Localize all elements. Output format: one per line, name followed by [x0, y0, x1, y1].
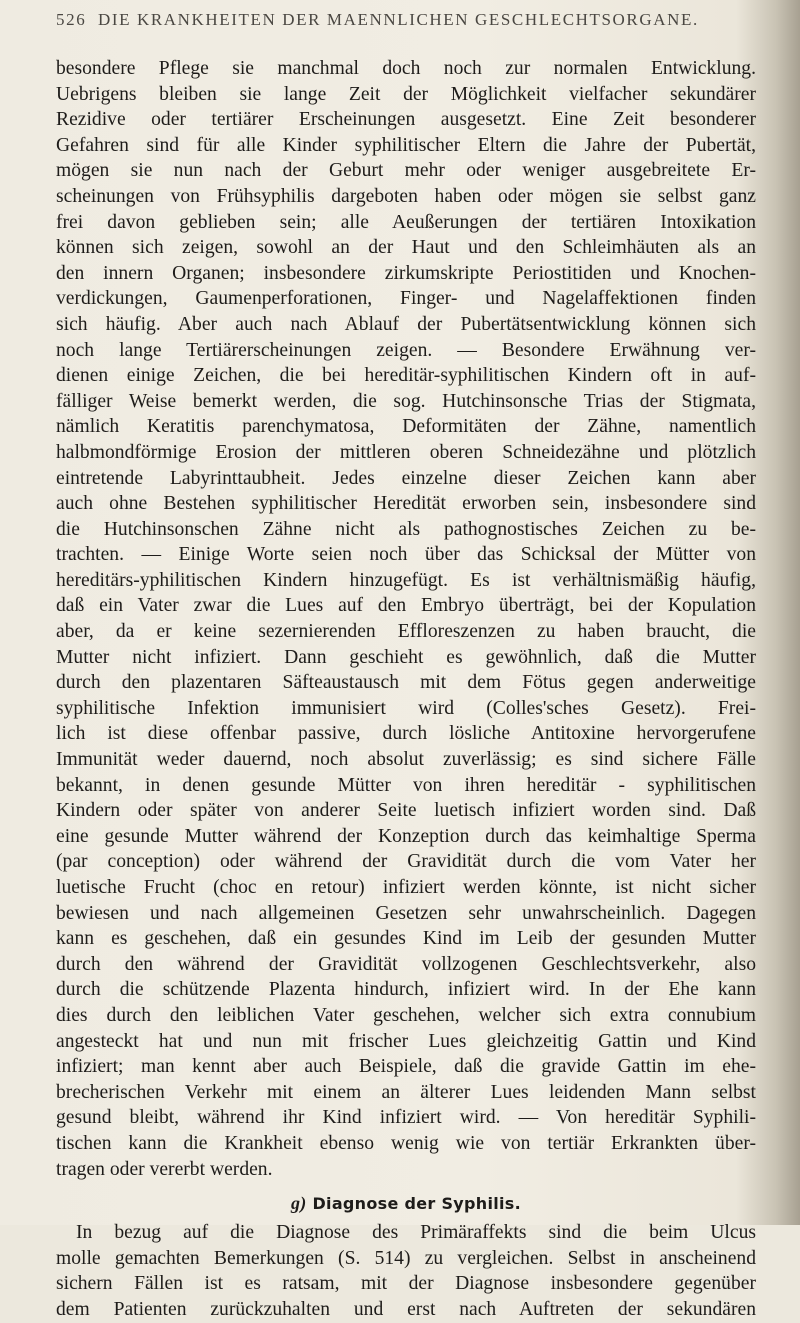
body-line: halbmondförmige Erosion der mittleren oberen Schneidezähne und plötzlich — [56, 441, 756, 463]
body-line: fälliger Weise bemerkt werden, die sog. Hutchinsonsche Trias der Stigmata, — [56, 390, 756, 412]
running-head: DIE KRANKHEITEN DER MAENNLICHEN GESCHLECHTSORGANE. — [98, 10, 699, 29]
body-line: Kindern oder später von anderer Seite luetisch infiziert worden sind. Daß — [56, 800, 756, 822]
body-line: eine gesunde Mutter während der Konzeption durch das keimhaltige Sperma — [56, 825, 756, 847]
body-line: durch den während der Gravidität vollzogenen Geschlechtsverkehr, also — [56, 953, 756, 975]
body-line: syphilitische Infektion immunisiert wird (Colles'sches Gesetz). Frei- — [56, 697, 756, 719]
body-line: durch den plazentaren Säfteaustausch mit dem Fötus gegen anderweitige — [56, 672, 756, 694]
body-line: tischen kann die Krankheit ebenso wenig wie von tertiär Erkrankten über- — [56, 1132, 756, 1154]
body-line: daß ein Vater zwar die Lues auf den Embryo überträgt, bei der Kopulation — [56, 595, 756, 617]
body-line: (par conception) oder während der Gravidität durch die vom Vater her — [56, 851, 756, 873]
page-number: 526 — [56, 10, 87, 29]
body-line: die Hutchinsonschen Zähne nicht als pathognostisches Zeichen zu be- — [56, 518, 756, 540]
body-line: verdickungen, Gaumenperforationen, Finger- und Nagelaffektionen finden — [56, 288, 756, 310]
body-line: scheinungen von Frühsyphilis dargeboten haben oder mögen sie selbst ganz — [56, 185, 756, 207]
body-line: trachten. — Einige Worte seien noch über das Schicksal der Mütter von — [56, 544, 756, 566]
body-line: den innern Organen; insbesondere zirkumskripte Periostitiden und Knochen- — [56, 262, 756, 284]
body-line: bekannt, in denen gesunde Mütter von ihren hereditär - syphilitischen — [56, 774, 756, 796]
body-line: bewiesen und nach allgemeinen Gesetzen sehr unwahrscheinlich. Dagegen — [56, 902, 756, 924]
section-line: molle gemachten Bemerkungen (S. 514) zu vergleichen. Selbst in anscheinend — [56, 1247, 756, 1269]
body-line: mögen sie nun nach der Geburt mehr oder weniger ausgebreitete Er- — [56, 160, 756, 182]
body-line: besondere Pflege sie manchmal doch noch zur normalen Entwicklung. — [56, 58, 756, 79]
body-line: infiziert; man kennt aber auch Beispiele, daß die gravide Gattin im ehe- — [56, 1056, 756, 1078]
body-line: brecherischen Verkehr mit einem an älterer Lues leidenden Mann selbst — [56, 1081, 756, 1103]
body-line: auch ohne Bestehen syphilitischer Heredität erworben sein, insbesondere sind — [56, 493, 756, 515]
section-letter: g) — [290, 1193, 307, 1214]
body-line: nämlich Keratitis parenchymatosa, Deformitäten der Zähne, namentlich — [56, 416, 756, 438]
section-title: Diagnose der Syphilis. — [312, 1194, 522, 1214]
body-line: luetische Frucht (choc en retour) infiziert werden könnte, ist nicht sicher — [56, 877, 756, 898]
body-line: dienen einige Zeichen, die bei hereditär-syphilitischen Kindern oft in auf- — [56, 365, 756, 387]
body-line: kann es geschehen, daß ein gesundes Kind im Leib der gesunden Mutter — [56, 928, 756, 950]
body-line: lich ist diese offenbar passive, durch lösliche Antitoxine hervorgerufene — [56, 723, 756, 745]
body-line: hereditärs-yphilitischen Kindern hinzugefügt. Es ist verhältnismäßig häufig, — [56, 569, 756, 591]
body-line: aber, da er keine sezernierenden Effloreszenzen zu haben braucht, die — [56, 621, 756, 643]
body-line: dies durch den leiblichen Vater geschehen, welcher sich extra connubium — [56, 1004, 756, 1026]
text-block — [56, 56, 756, 1323]
page-header — [56, 10, 756, 38]
body-line: sich häufig. Aber auch nach Ablauf der Pubertätsentwicklung können sich — [56, 313, 756, 335]
section-line: In bezug auf die Diagnose des Primäraffekts sind die beim Ulcus — [76, 1222, 756, 1244]
section-heading — [56, 1186, 756, 1220]
body-line: frei davon geblieben sein; alle Aeußerungen der tertiären Intoxikation — [56, 211, 756, 233]
body-line: Gefahren sind für alle Kinder syphilitischer Eltern die Jahre der Pubertät, — [56, 134, 756, 156]
body-line: Immunität weder dauernd, noch absolut zuverlässig; es sind sichere Fälle — [56, 749, 756, 771]
body-line: angesteckt hat und nun mit frischer Lues gleichzeitig Gattin und Kind — [56, 1030, 756, 1052]
body-line: Mutter nicht infiziert. Dann geschieht es gewöhnlich, daß die Mutter — [56, 646, 756, 668]
body-line: Uebrigens bleiben sie lange Zeit der Möglichkeit vielfacher sekundärer — [56, 83, 756, 105]
body-line: tragen oder vererbt werden. — [56, 1158, 273, 1180]
body-line: noch lange Tertiärerscheinungen zeigen. — Besondere Erwähnung ver- — [56, 339, 756, 361]
body-line: eintretende Labyrinttaubheit. Jedes einzelne dieser Zeichen kann aber — [56, 467, 756, 489]
body-line: können sich zeigen, sowohl an der Haut und den Schleimhäuten als an — [56, 237, 756, 259]
body-line: durch die schützende Plazenta hindurch, infiziert wird. In der Ehe kann — [56, 979, 756, 1001]
body-line: Rezidive oder tertiärer Erscheinungen ausgesetzt. Eine Zeit besonderer — [56, 109, 756, 131]
section-line: dem Patienten zurückzuhalten und erst nach Auftreten der sekundären — [56, 1298, 756, 1320]
body-line: gesund bleibt, während ihr Kind infiziert wird. — Von hereditär Syphili- — [56, 1107, 756, 1129]
section-line: sichern Fällen ist es ratsam, mit der Diagnose insbesondere gegenüber — [56, 1273, 756, 1295]
